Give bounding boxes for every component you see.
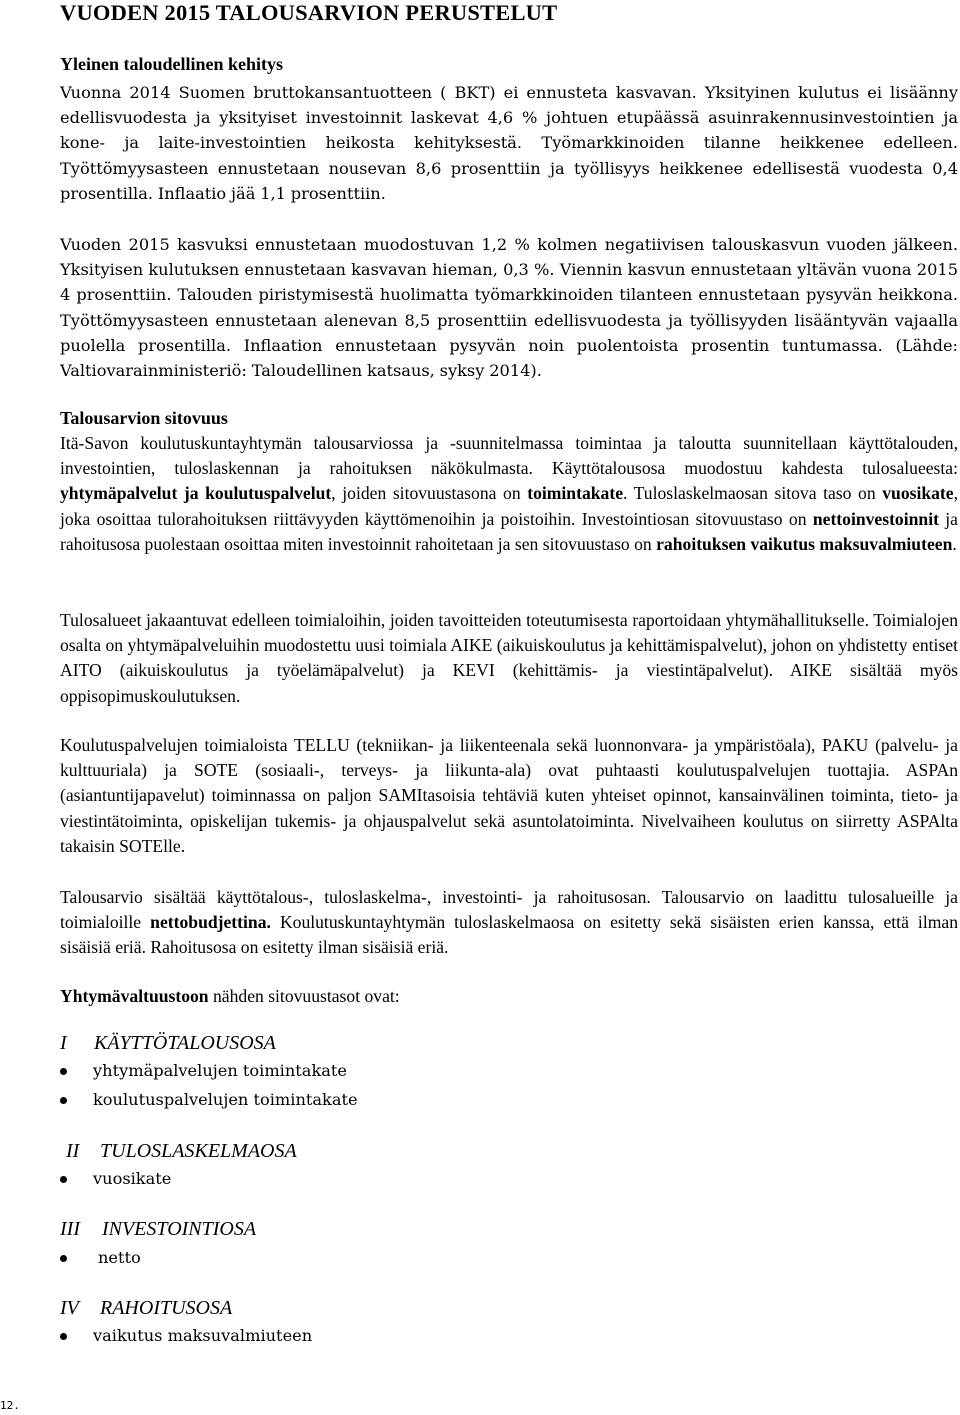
binding-paragraph-2: Tulosalueet jakaantuvat edelleen toimialoihin, joiden tavoitteiden toteutumisesta raportoidaan yhtymähallitukselle. Toimialojen osalta on yhtymäpalveluihin muodostettu uusi toimiala AIKE (aikuiskoulutus ja kehittämispalvelut), johon on yhdistetty entiset AITO (aikuiskoulutus ja työelämäpalvelut) ja KEVI (kehittämis- ja viestintäpalvelut). AIKE sisältää myös oppisopimuskoulutuksen.: [60, 610, 958, 706]
level-heading: [60, 1296, 232, 1320]
bold-term: nettoinvestoinnit: [812, 508, 939, 529]
level-name: KÄYTTÖTALOUSOSA: [94, 1032, 276, 1054]
text-run: nähden sitovuustasot ovat:: [208, 986, 400, 1006]
bullet-icon: [60, 1068, 67, 1075]
binding-paragraph-1: [60, 431, 958, 557]
level-name: TULOSLASKELMAOSA: [100, 1140, 297, 1162]
level-name: RAHOITUSOSA: [100, 1297, 233, 1319]
text-run: Itä-Savon koulutuskuntayhtymän talousarviossa ja -suunnitelmassa toimintaa ja taloutta suunnitellaan käyttötalouden, investointien, tuloslaskennan ja rahoituksen näkökulmasta. Käyttötalousosa muodostuu kahdesta tulosalueesta:: [60, 433, 958, 479]
economy-paragraph-1: Vuonna 2014 Suomen bruttokansantuotteen ( BKT) ei ennusteta kasvavan. Yksityinen kulutus ei lisäänny edellisvuodesta ja yksityiset investoinnit laskevat 4,6 % johtuen etupäässä asuinrakennusinvestointien ja kone- ja laite-investointien heikosta kehityksestä. Työmarkkinoiden tilanne heikkenee edelleen. Työttömyysasteen ennustetaan nousevan 8,6 prosenttiin ja työllisyys heikkenee edellisestä vuodesta 0,4 prosentilla. Inflaatio jää 1,1 prosenttiin.: [60, 83, 958, 203]
bold-term: vuosikate: [882, 483, 954, 504]
binding-paragraph-3: Koulutuspalvelujen toimialoista TELLU (tekniikan- ja liikenteenala sekä luonnonvara- ja ympäristöala), PAKU (palvelu- ja kulttuuriala) ja SOTE (sosiaali-, terveys- ja liikunta-ala) ovat puhtaasti koulutuspalvelujen tuottajia. ASPAn (asiantuntijapavelut) toiminnassa on paljon SAMItasoisia tehtäviä kuten yhteiset opinnot, kansainvälinen toiminta, tieto- ja viestintätoiminta, opiskelijan tukemis- ja ohjauspalvelut sekä asuntolatoiminta. Nivelvaiheen koulutus on siirretty ASPAlta takaisin SOTElle.: [60, 735, 958, 856]
level-number: I: [60, 1032, 67, 1054]
bullet-icon: [60, 1097, 67, 1104]
page-title: VUODEN 2015 TALOUSARVION PERUSTELUT: [60, 0, 558, 25]
binding-paragraph-4: [60, 885, 958, 961]
document-page: VUODEN 2015 TALOUSARVION PERUSTELUT Yleinen taloudellinen kehitys Vuonna 2014 Suomen bruttokansantuotteen ( BKT) ei ennusteta kasvavan. Yksityinen kulutus ei lisäänny edellisvuodesta ja yksityiset investoinnit laskevat 4,6 % johtuen etupäässä asuinrakennusinvestointien ja kone- ja laite-investointien heikosta kehityksestä. Työmarkkinoiden tilanne heikkenee edelleen. Työttömyysasteen ennustetaan nousevan 8,6 prosenttiin ja työllisyys heikkenee edellisestä vuodesta 0,4 prosentilla. Inflaatio jää 1,1 prosenttiin. Vuoden 2015 kasvuksi ennustetaan muodostuvan 1,2 % kolmen negatiivisen talouskasvun vuoden jälkeen. Yksityisen kulutuksen ennustetaan kasvavan hieman, 0,3 %. Viennin kasvun ennustetaan yltävän vuona 2015 4 prosenttiin. Talouden piristymisestä huolimatta työmarkkinoiden tilanteen ennustetaan pysyvän heikkona. Työttömyysasteen ennustetaan alenevan 8,5 prosenttiin edellisvuodesta ja työllisyyden lisääntyvän vajaalla puolella prosentilla. Inflaation ennustetaan pysyvän noin puolentoista prosentin tuntumassa. (Lähde: Valtiovarainministeriö: Taloudellinen katsaus, syksy 2014). Talousarvion sitovuus Itä-Savon koulutuskuntayhtymän talousarviossa ja -suunnitelmassa toimintaa ja taloutta suunnitellaan käyttötalouden, investointien, tuloslaskennan ja rahoituksen näkökulmasta. Käyttötalousosa muodostuu kahdesta tulosalueesta: yhtymäpalvelut ja koulutuspalvelut, joiden sitovuustasona on toimintakate. Tuloslaskelmaosan sitova taso on vuosikate, joka osoittaa tulorahoituksen riittävyyden käyttömenoihin ja poistoihin. Investointiosan sitovuustaso on nettoinvestoinnit ja rahoitusosa puolestaan osoittaa miten investoinnit rahoitetaan ja sen sitovuustaso on rahoituksen vaikutus maksuvalmiuteen. Tulosalueet jakaantuvat edelleen toimialoihin, joiden tavoitteiden toteutumisesta raportoidaan yhtymähallitukselle. Toimialojen osalta on yhtymäpalveluihin muodostettu uusi toimiala AIKE (aikuiskoulutus ja kehittämispalvelut), johon on yhdistetty entiset AITO (aikuiskoulutus ja työelämäpalvelut) ja KEVI (kehittämis- ja viestintäpalvelut). AIKE sisältää myös oppisopimuskoulutuksen. Koulutuspalvelujen toimialoista TELLU (tekniikan- ja liikenteenala sekä luonnonvara- ja ympäristöala), PAKU (palvelu- ja kulttuuriala) ja SOTE (sosiaali-, terveys- ja liikunta-ala) ovat puhtaasti koulutuspalvelujen tuottajia. ASPAn (asiantuntijapavelut) toiminnassa on paljon SAMItasoisia tehtäviä kuten yhteiset opinnot, kansainvälinen toiminta, tieto- ja viestintätoiminta, opiskelijan tukemis- ja ohjauspalvelut sekä asuntolatoiminta. Nivelvaiheen koulutus on siirretty ASPAlta takaisin SOTElle. Talousarvio sisältää käyttötalous-, tuloslaskelma-, investointi- ja rahoitusosan. Talousarvio on laadittu tulosalueille ja toimialoille nettobudjettina. Koulutuskuntayhtymän tuloslaskelmaosa on esitetty sekä sisäisten erien kanssa, että ilman sisäisiä eriä. Rahoitusosa on esitetty ilman sisäisiä eriä. Yhtymävaltuustoon nähden sitovuustasot ovat: I KÄYTTÖTALOUSOSA yhtymäpalvelujen toimintakate koulutuspalvelujen toimintakate II TULOSLASKELMAOSA vuosikate III INVESTOINTIOSA netto IV RAHOITUSOSA vaikutus maksuvalmiuteen 12.: [0, 0, 959, 1412]
bold-term: rahoituksen vaikutus maksuvalmiuteen: [656, 533, 953, 554]
bold-term: Yhtymävaltuustoon: [60, 986, 209, 1006]
section-heading-binding: Talousarvion sitovuus: [60, 408, 228, 428]
level-number: III: [60, 1218, 80, 1240]
text-run: Talousarvio sisältää käyttötalous-, tuloslaskelma-, investointi- ja rahoitusosan. Talousarvio on laadittu tulosalueille ja toimialoille: [60, 887, 958, 933]
level-number: II: [66, 1140, 80, 1162]
text-run: . Tuloslaskelmaosan sitova taso on: [623, 483, 883, 504]
binding-paragraph-5: [60, 984, 958, 1009]
level-name: INVESTOINTIOSA: [102, 1218, 257, 1240]
level-heading: [60, 1031, 276, 1055]
text-run: , joka osoittaa tulorahoituksen riittävyyden käyttömenoihin ja poistoihin. Investointiosan sitovuustaso on: [60, 483, 959, 529]
bullet-icon: [60, 1333, 67, 1340]
text-run: ja rahoitusosa puolestaan osoittaa miten investoinnit rahoitetaan ja sen sitovuustaso on: [60, 508, 958, 554]
level-heading: [60, 1217, 256, 1241]
bullet-icon: [60, 1176, 67, 1183]
page-number: 12.: [0, 1399, 20, 1412]
economy-paragraph-2: Vuoden 2015 kasvuksi ennustetaan muodostuvan 1,2 % kolmen negatiivisen talouskasvun vuoden jälkeen. Yksityisen kulutuksen ennustetaan kasvavan hieman, 0,3 %. Viennin kasvun ennustetaan yltävän vuona 2015 4 prosenttiin. Talouden piristymisestä huolimatta työmarkkinoiden tilanteen ennustetaan pysyvän heikkona. Työttömyysasteen ennustetaan alenevan 8,5 prosenttiin edellisvuodesta ja työllisyyden lisääntyvän vajaalla puolella prosentilla. Inflaation ennustetaan pysyvän noin puolentoista prosentin tuntumassa. (Lähde: Valtiovarainministeriö: Taloudellinen katsaus, syksy 2014).: [60, 235, 958, 381]
bold-term: nettobudjettina.: [150, 912, 271, 933]
level-number: IV: [60, 1297, 79, 1319]
section-heading-economy: Yleinen taloudellinen kehitys: [60, 54, 284, 74]
bullet-icon: [60, 1255, 67, 1262]
bold-term: yhtymäpalvelut ja koulutuspalvelut: [60, 483, 332, 504]
bold-term: toimintakate: [527, 483, 623, 504]
level-heading: [66, 1139, 297, 1163]
text-run: Koulutuskuntayhtymän tuloslaskelmaosa on esitetty sekä sisäisten erien kanssa, että ilman sisäisiä eriä. Rahoitusosa on esitetty ilman sisäisiä eriä.: [60, 912, 958, 958]
text-run: , joiden sitovuustasona on: [331, 483, 528, 504]
text-run: .: [952, 533, 957, 554]
